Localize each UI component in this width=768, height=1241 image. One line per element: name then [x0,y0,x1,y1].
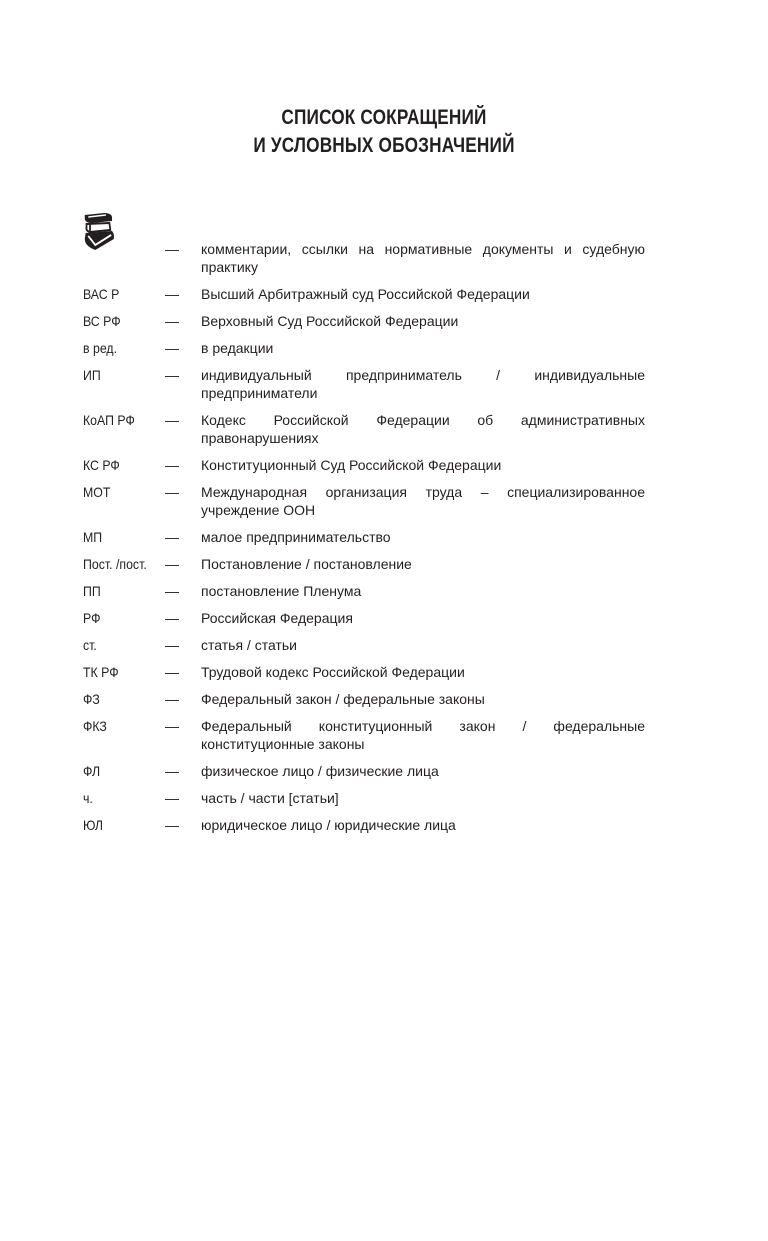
abbreviations-list [83,212,645,843]
definition: физическое лицо / физические лица [201,763,439,779]
definition: малое предпринимательство [201,529,391,545]
definition: индивидуальный предприниматель / индивидуальные предприниматели [201,367,645,401]
dash: — [165,286,179,302]
dash: — [165,718,179,734]
definition: Верховный Суд Российской Федерации [201,313,459,329]
list-item [83,285,645,303]
title-line-2: И УСЛОВНЫХ ОБОЗНАЧЕНИЙ [253,134,515,157]
page-title [69,104,699,160]
definition: Федеральный конституционный закон / федеральные конституционные законы [201,718,645,752]
dash: — [165,583,179,599]
abbreviation: ФЛ [83,763,101,779]
dash: — [165,241,179,257]
dash: — [165,313,179,329]
title-line-1: СПИСОК СОКРАЩЕНИЙ [281,106,487,129]
list-item [83,456,645,474]
definition: в редакции [201,340,274,356]
definition: статья / статьи [201,637,297,653]
dash: — [165,484,179,500]
abbreviation: КС РФ [83,457,120,473]
definition: Трудовой кодекс Российской Федерации [201,664,465,680]
list-item [83,690,645,708]
list-item [83,762,645,780]
abbreviation: ТК РФ [83,664,119,680]
list-item [83,312,645,330]
icon-entry-definition-row [83,240,645,276]
dash: — [165,457,179,473]
abbreviation: ст. [83,637,97,653]
list-item [83,555,645,573]
dash: — [165,340,179,356]
icon-entry-definition: комментарии, ссылки на нормативные документы и судебную практику [201,241,645,275]
abbreviation: ИП [83,367,101,383]
abbreviation: ч. [83,790,93,806]
abbreviation: в ред. [83,340,118,356]
list-item [83,789,645,807]
definition: постановление Пленума [201,583,362,599]
abbreviation: МОТ [83,484,111,500]
dash: — [165,664,179,680]
abbreviation: ФКЗ [83,718,107,734]
abbreviation: Пост. /пост. [83,556,147,572]
abbreviation: ФЗ [83,691,100,707]
abbreviation: ВАС Р [83,286,120,302]
dash: — [165,556,179,572]
dash: — [165,790,179,806]
abbreviation: ПП [83,583,101,599]
definition: Международная организация труда – специализированное учреждение ООН [201,484,645,518]
dash: — [165,610,179,626]
dash: — [165,367,179,383]
icon-entry [83,212,645,240]
list-item [83,528,645,546]
list-item [83,717,645,753]
abbreviation: РФ [83,610,101,626]
definition: юридическое лицо / юридические лица [201,817,456,833]
books-stack-icon [83,212,155,240]
definition: Высший Арбитражный суд Российской Федерации [201,286,530,302]
definition: Федеральный закон / федеральные законы [201,691,485,707]
abbreviation: ЮЛ [83,817,103,833]
list-item [83,483,645,519]
abbreviation: МП [83,529,103,545]
definition: Кодекс Российской Федерации об административных правонарушениях [201,412,645,446]
definition: Российская Федерация [201,610,353,626]
abbreviation: КоАП РФ [83,412,135,428]
list-item [83,663,645,681]
dash: — [165,412,179,428]
list-item [83,816,645,834]
abbreviation: ВС РФ [83,313,121,329]
definition: Конституционный Суд Российской Федерации [201,457,502,473]
dash: — [165,691,179,707]
dash: — [165,529,179,545]
definition: часть / части [статьи] [201,790,339,806]
list-item [83,582,645,600]
list-item [83,609,645,627]
definition: Постановление / постановление [201,556,412,572]
list-item [83,636,645,654]
list-item [83,411,645,447]
list-item [83,366,645,402]
dash: — [165,637,179,653]
list-item [83,339,645,357]
dash: — [165,817,179,833]
dash: — [165,763,179,779]
